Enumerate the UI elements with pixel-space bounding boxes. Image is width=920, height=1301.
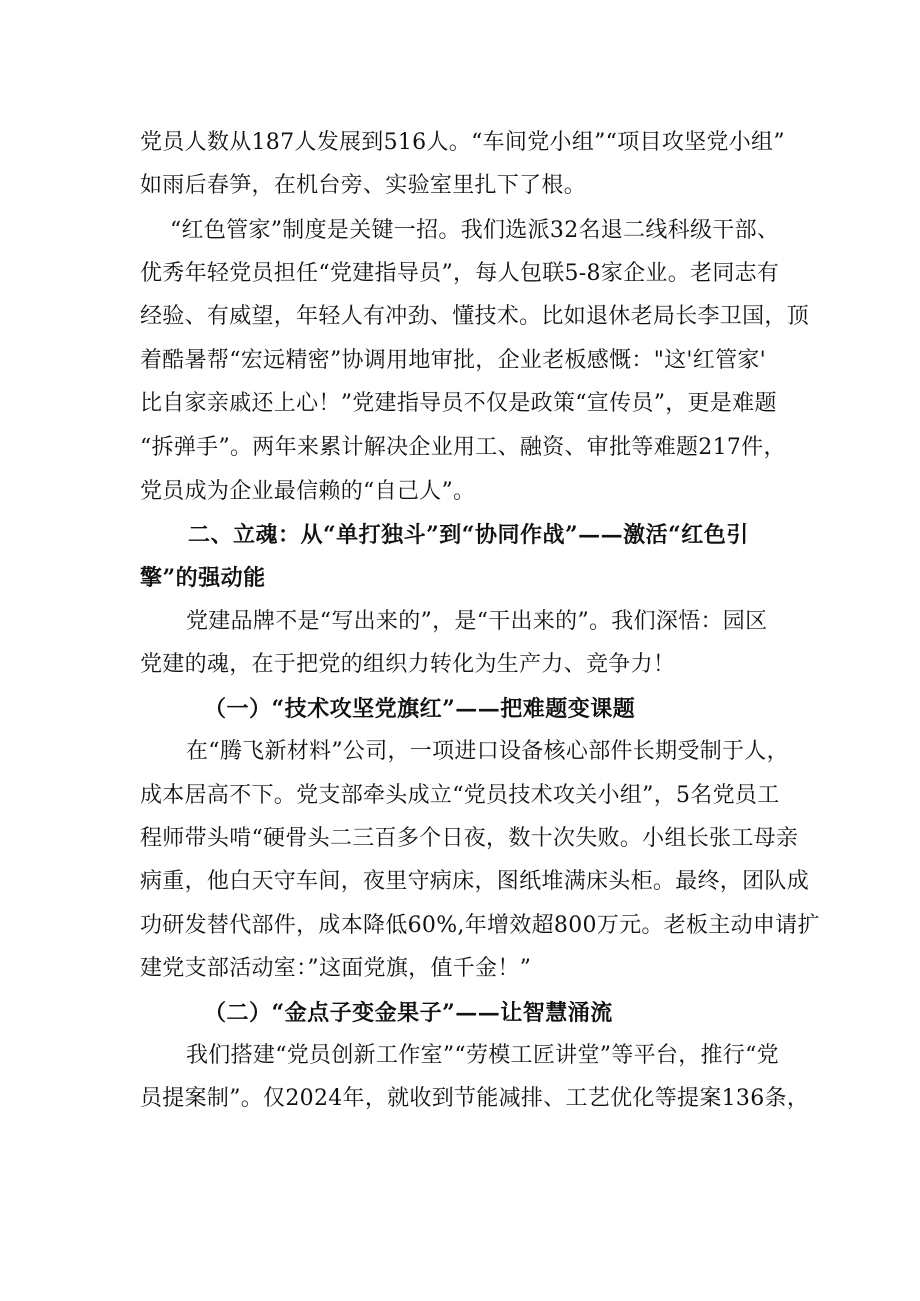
body-line: 优秀年轻党员担任“党建指导员”，每人包联5-8家企业。老同志有: [140, 261, 780, 286]
paragraph-first-line: 我们搭建“党员创新工作室”“劳模工匠讲堂”等平台，推行“党: [186, 1043, 779, 1068]
subsection-heading: （二）“金点子变金果子”——让智慧涌流: [204, 1000, 613, 1026]
body-line: 着酷暑帮“宏远精密”协调用地审批，企业老板感慨："这'红管家': [140, 348, 767, 373]
body-line: 病重，他白天守车间，夜里守病床，图纸堆满床头柜。最终，团队成: [140, 869, 810, 894]
body-line: 程师带头啃“硬骨头二三百多个日夜，数十次失败。小组长张工母亲: [140, 826, 799, 851]
body-line: 建党支部活动室：”这面党旗，值千金！”: [140, 956, 532, 981]
body-line: 员提案制”。仅2024年，就收到节能减排、工艺优化等提案136条，: [140, 1086, 810, 1111]
body-line: 经验、有威望，年轻人有冲劲、懂技术。比如退休老局长李卫国，顶: [140, 304, 810, 329]
section-heading: 二、立魂：从“单打独斗”到“协同作战”——激活“红色引: [188, 522, 749, 548]
subsection-heading: （一）“技术攻坚党旗红”——把难题变课题: [204, 696, 636, 722]
paragraph-first-line: “红色管家”制度是关键一招。我们选派32名退二线科级干部、: [170, 218, 780, 243]
body-line: 党员人数从187人发展到516人。“车间党小组”“项目攻坚党小组”: [140, 130, 785, 155]
body-line: 如雨后春笋，在机台旁、实验室里扎下了根。: [140, 173, 587, 198]
body-line: “拆弹手”。两年来累计解决企业用工、融资、审批等难题217件，: [140, 435, 786, 460]
section-heading-continued: 擎”的强动能: [140, 565, 266, 591]
paragraph-first-line: 在“腾飞新材料”公司，一项进口设备核心部件长期受制于人，: [186, 739, 789, 764]
paragraph-first-line: 党建品牌不是“写出来的”，是“干出来的”。我们深悟：园区: [186, 609, 768, 634]
body-line: 功研发替代部件，成本降低60%,年增效超800万元。老板主动申请扩: [140, 913, 820, 938]
body-line: 成本居高不下。党支部牵头成立“党员技术攻关小组”，5名党员工: [140, 783, 780, 808]
body-line: 党员成为企业最信赖的“自己人”。: [140, 479, 476, 504]
body-line: 比自家亲戚还上心！”党建指导员不仅是政策“宣传员”，更是难题: [140, 391, 777, 416]
body-line: 党建的魂，在于把党的组织力转化为生产力、竞争力！: [140, 652, 676, 677]
